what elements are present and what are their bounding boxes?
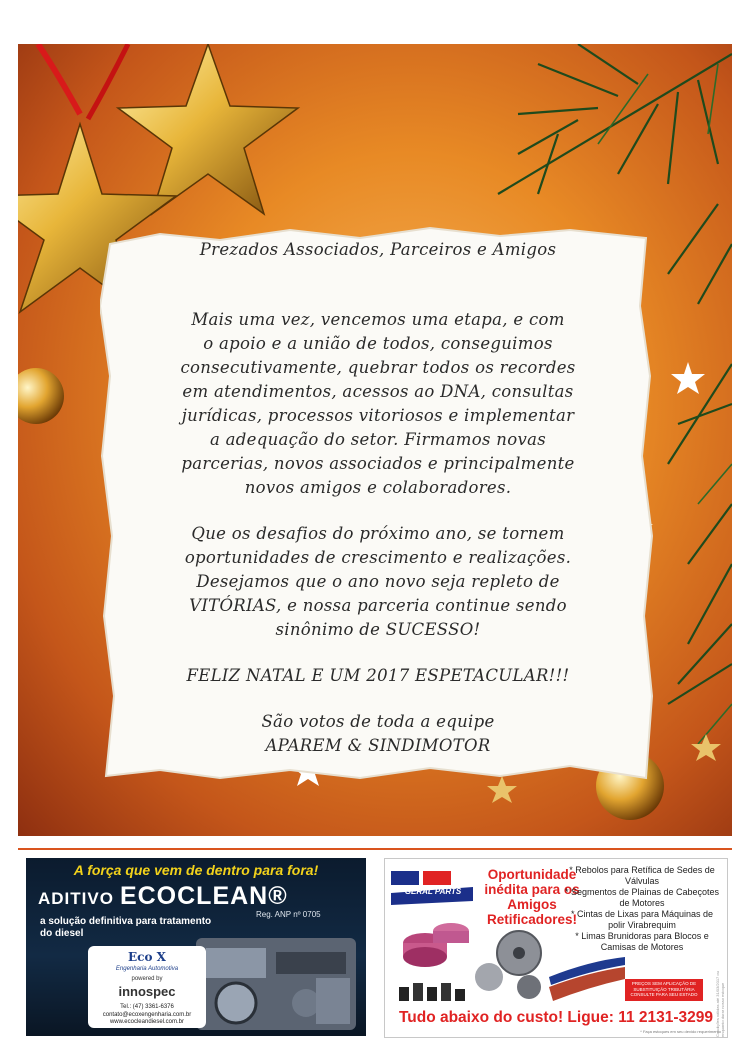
ecox-phone: Tel.: (47) 3361-6376	[120, 1004, 174, 1010]
letter-line: Que os desafios do próximo ano, se tornem	[191, 524, 565, 543]
geralparts-fine-print: * Faça estoques em seu devido requerimento	[640, 1029, 721, 1034]
list-item: * Cintas de Lixas para Máquinas de polir Virabrequim	[570, 909, 714, 930]
list-item: * Rebolos para Retífica de Sedes de Válvulas	[569, 865, 715, 886]
ad-ecoclean[interactable]	[26, 858, 366, 1036]
gold-star-icon	[118, 44, 298, 214]
innospec-logo: innospec	[118, 984, 176, 999]
ecox-logo: Eco X	[128, 950, 166, 964]
ecox-subtitle: Engenharia Automotiva	[115, 966, 179, 972]
ecoclean-product	[38, 882, 288, 911]
ecox-email: contato@ecoxengenharia.com.br	[102, 1011, 192, 1018]
ecox-box	[88, 946, 206, 1028]
letter-line: oportunidades de crescimento e realizações.	[184, 548, 572, 567]
separator-line	[18, 848, 732, 850]
list-item: * Segmentos de Plainas de Cabeçotes de Motores	[564, 887, 720, 908]
geralparts-stamp: PREÇOS SEM APLICAÇÃO DE SUBSTITUIÇÃO TRIBUTÁRIA CONSULTE PARA SEU ESTADO	[625, 979, 703, 1001]
geralparts-side-note: Condições válidas até 31/03/2017 ou enquanto durar nosso estoque	[715, 971, 725, 1037]
ecoclean-tagline: A força que vem de dentro para fora!	[73, 862, 319, 878]
letter-line: Desejamos que o ano novo seja repleto de	[196, 572, 560, 591]
powered-by: powered by	[131, 976, 163, 982]
letter-text	[100, 228, 656, 758]
small-star-icon	[671, 362, 705, 394]
ecox-website: www.ecocleandiesel.com.br	[109, 1019, 185, 1025]
letter-wish: FELIZ NATAL E UM 2017 ESPETACULAR!!!	[186, 666, 570, 685]
geralparts-headline: Oportunidade inédita para os Amigos Retificadores!	[484, 867, 580, 927]
letter-line: jurídicas, processos vitoriosos e implementar	[181, 406, 575, 425]
letter-signature: APAREM & SINDIMOTOR	[265, 736, 491, 755]
geralparts-logo-text: GERAL PARTS	[404, 887, 462, 896]
ad-geralparts[interactable]	[384, 858, 728, 1038]
letter-line: consecutivamente, quebrar todos os recordes	[180, 358, 576, 377]
letter-greeting: Prezados Associados, Parceiros e Amigos	[199, 240, 557, 259]
products-image	[389, 917, 629, 1007]
letter-line: parcerias, novos associados e principalmente	[181, 454, 575, 473]
list-item: * Limas Brunidoras para Blocos e Camisas de Motores	[575, 931, 709, 952]
letter-line: a adequação do setor. Firmamos novas	[209, 430, 546, 449]
geralparts-cta[interactable]: Tudo abaixo do custo! Ligue: 11 2131-3299	[398, 1009, 714, 1026]
letter-line: sinônimo de SUCESSO!	[275, 620, 481, 639]
small-star-icon	[691, 734, 721, 761]
christmas-card	[18, 44, 732, 836]
ecoclean-prefix: ADITIVO	[38, 889, 114, 908]
ecoclean-name: ECOCLEAN®	[119, 882, 288, 910]
letter-line: novos amigos e colaboradores.	[244, 478, 512, 497]
letter-line: em atendimentos, acessos ao DNA, consultas	[182, 382, 574, 401]
ecoclean-solution: a solução definitiva para tratamento do diesel	[40, 916, 212, 939]
letter-line: VITÓRIAS, e nossa parceria continue sendo	[189, 596, 567, 615]
ornament-ball-icon	[18, 368, 64, 424]
letter-signature: São votos de toda a equipe	[261, 712, 495, 731]
letter-line: Mais uma vez, vencemos uma etapa, e com	[191, 310, 565, 329]
ecox-contact	[88, 1004, 206, 1027]
letter-line: o apoio e a união de todos, conseguimos	[203, 334, 553, 353]
ecoclean-registration: Reg. ANP nº 0705	[256, 910, 321, 919]
